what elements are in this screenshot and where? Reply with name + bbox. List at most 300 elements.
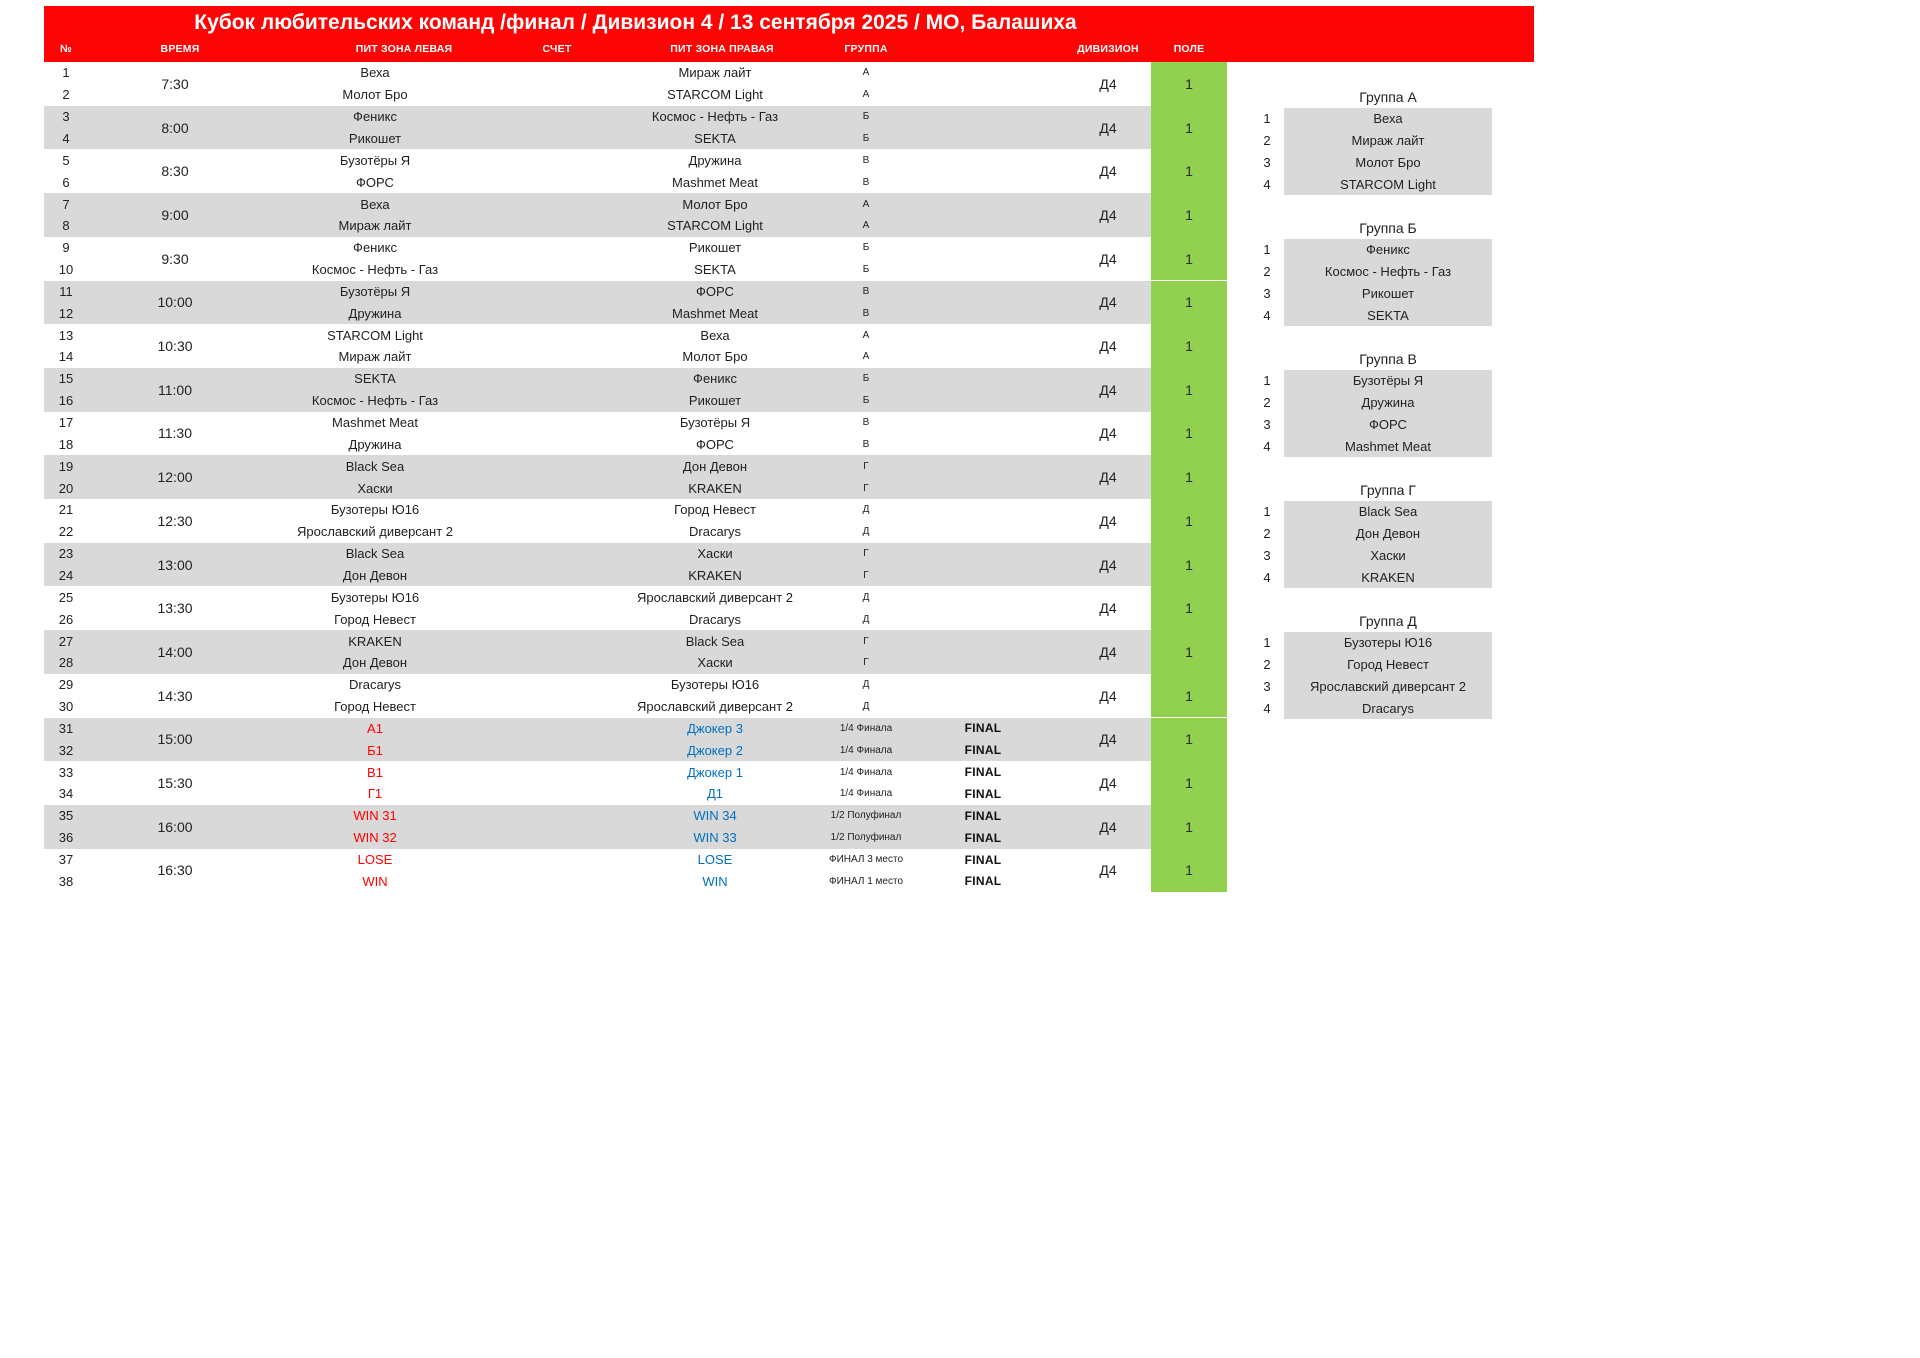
team-right: Хаски — [697, 655, 733, 671]
team-left: Молот Бро — [342, 87, 408, 103]
team-right: Молот Бро — [682, 196, 748, 212]
col-header-right: ПИТ ЗОНА ПРАВАЯ — [670, 43, 774, 55]
match-pair — [44, 761, 1227, 805]
group-or-stage-label: А — [862, 351, 870, 363]
team-left: В1 — [367, 764, 383, 780]
field-cell: 1 — [1151, 281, 1227, 325]
team-right: Хаски — [697, 546, 733, 562]
team-right: KRAKEN — [688, 480, 742, 496]
team-right: Ярославский диверсант 2 — [636, 699, 794, 715]
group-team: Ярославский диверсант 2 — [1309, 678, 1467, 694]
match-row — [44, 652, 1227, 674]
match-number: 2 — [62, 87, 70, 103]
table-header-bar — [44, 6, 1534, 62]
match-row — [44, 586, 1227, 608]
group-or-stage-label: Б — [862, 373, 870, 385]
division-value: Д4 — [1099, 338, 1117, 355]
division-value: Д4 — [1099, 294, 1117, 311]
group-title: Группа Д — [1359, 613, 1417, 629]
team-left: KRAKEN — [348, 633, 402, 649]
team-left: STARCOM Light — [327, 327, 423, 343]
field-cell: 1 — [1151, 368, 1227, 412]
group-team: Дон Девон — [1355, 526, 1421, 542]
group-team-number: 4 — [1263, 307, 1271, 323]
group-team-number: 4 — [1263, 438, 1271, 454]
match-number: 26 — [58, 611, 74, 627]
team-left: WIN 32 — [353, 830, 397, 846]
group-or-stage-label: В — [862, 154, 870, 166]
match-pair — [44, 718, 1227, 762]
group-or-stage-label: Б — [862, 111, 870, 123]
team-left: Бузотёры Я — [339, 152, 411, 168]
team-right: LOSE — [697, 852, 733, 868]
match-row — [44, 849, 1227, 871]
team-left: Бузотёры Я — [339, 283, 411, 299]
col-header-group: ГРУППА — [844, 43, 888, 55]
page-title: Кубок любительских команд /финал / Дивизион 4 / 13 сентября 2025 / МО, Балашиха — [194, 11, 1077, 34]
match-number: 24 — [58, 567, 74, 583]
match-number: 33 — [58, 764, 74, 780]
match-time: 10:30 — [157, 338, 193, 355]
group-or-stage-label: А — [862, 89, 870, 101]
team-left: Феникс — [353, 109, 397, 125]
team-left: Феникс — [353, 240, 397, 256]
group-or-stage-label: Г — [863, 482, 869, 494]
field-cell: 1 — [1151, 149, 1227, 193]
team-right: Бузотёры Я — [679, 415, 751, 431]
division-value: Д4 — [1099, 556, 1117, 573]
team-left: WIN 31 — [353, 808, 397, 824]
team-left: Мираж лайт — [338, 218, 412, 234]
field-cell: 1 — [1151, 106, 1227, 150]
field-cell: 1 — [1151, 455, 1227, 499]
final-label: FINAL — [964, 721, 1002, 736]
team-right: Джокер 2 — [687, 742, 743, 758]
team-right: Джокер 1 — [687, 764, 743, 780]
schedule-table — [44, 62, 1227, 893]
group-team-number: 4 — [1263, 700, 1271, 716]
match-row — [44, 128, 1227, 150]
match-number: 15 — [58, 371, 74, 387]
match-pair — [44, 543, 1227, 587]
match-row — [44, 324, 1227, 346]
division-value: Д4 — [1099, 600, 1117, 617]
team-right: Город Невест — [674, 502, 756, 518]
match-row — [44, 696, 1227, 718]
final-label: FINAL — [964, 743, 1002, 758]
field-cell: 1 — [1151, 412, 1227, 456]
match-number: 6 — [62, 174, 70, 190]
field-cell: 1 — [1151, 193, 1227, 237]
field-cell: 1 — [1151, 62, 1227, 106]
division-value: Д4 — [1099, 512, 1117, 529]
col-header-field: ПОЛЕ — [1173, 43, 1205, 55]
match-row — [44, 783, 1227, 805]
match-time: 8:30 — [161, 163, 189, 180]
group-team: Mashmet Meat — [1345, 438, 1431, 454]
team-left: Рикошет — [348, 130, 402, 146]
match-number: 35 — [58, 808, 74, 824]
group-team: Молот Бро — [1355, 154, 1421, 170]
group-table — [1284, 501, 1492, 588]
group-or-stage-label: 1/4 Финала — [839, 788, 893, 800]
group-or-stage-label: Д — [862, 504, 870, 516]
group-or-stage-label: Б — [862, 242, 870, 254]
team-right: Black Sea — [685, 633, 745, 649]
division-value: Д4 — [1099, 775, 1117, 792]
match-row — [44, 302, 1227, 324]
group-or-stage-label: 1/4 Финала — [839, 766, 893, 778]
team-left: Дружина — [348, 436, 402, 452]
group-or-stage-label: ФИНАЛ 1 место — [828, 875, 904, 887]
group-or-stage-label: Д — [862, 679, 870, 691]
match-row — [44, 433, 1227, 455]
group-team: STARCOM Light — [1340, 176, 1436, 192]
team-right: SEKTA — [694, 262, 736, 278]
match-number: 21 — [58, 502, 74, 518]
match-number: 9 — [62, 240, 70, 256]
match-number: 36 — [58, 830, 74, 846]
group-or-stage-label: 1/4 Финала — [839, 744, 893, 756]
match-pair — [44, 106, 1227, 150]
match-time: 14:30 — [157, 687, 193, 704]
group-team-number: 1 — [1263, 504, 1271, 520]
team-right: Космос - Нефть - Газ — [651, 109, 779, 125]
match-number: 37 — [58, 852, 74, 868]
field-cell: 1 — [1151, 543, 1227, 587]
match-time: 15:30 — [157, 775, 193, 792]
match-time: 11:00 — [158, 381, 192, 398]
match-row — [44, 193, 1227, 215]
group-team-number: 3 — [1263, 285, 1271, 301]
match-number: 31 — [58, 720, 74, 736]
team-right: Молот Бро — [682, 349, 748, 365]
match-number: 22 — [58, 524, 74, 540]
match-row — [44, 543, 1227, 565]
group-or-stage-label: Г — [863, 569, 869, 581]
group-team: Город Невест — [1347, 657, 1429, 673]
field-cell: 1 — [1151, 761, 1227, 805]
match-row — [44, 739, 1227, 761]
match-number: 8 — [62, 218, 70, 234]
division-value: Д4 — [1099, 75, 1117, 92]
team-right: Dracarys — [688, 524, 742, 540]
group-team-number: 2 — [1263, 133, 1271, 149]
match-number: 12 — [58, 305, 74, 321]
team-right: Рикошет — [688, 393, 742, 409]
team-right: SEKTA — [694, 130, 736, 146]
match-row — [44, 477, 1227, 499]
team-right: Ярославский диверсант 2 — [636, 589, 794, 605]
match-time: 14:00 — [157, 643, 193, 660]
match-number: 1 — [62, 65, 70, 81]
group-team-number: 3 — [1263, 678, 1271, 694]
group-team-number: 1 — [1263, 373, 1271, 389]
match-row — [44, 346, 1227, 368]
team-right: Феникс — [693, 371, 737, 387]
match-row — [44, 368, 1227, 390]
group-team: Дружина — [1361, 395, 1415, 411]
team-right: WIN 34 — [693, 808, 737, 824]
division-value: Д4 — [1099, 250, 1117, 267]
group-team-number: 3 — [1263, 547, 1271, 563]
group-table — [1284, 108, 1492, 195]
match-time: 7:30 — [161, 75, 189, 92]
group-or-stage-label: А — [862, 198, 870, 210]
team-right: Веха — [700, 327, 730, 343]
match-row — [44, 215, 1227, 237]
final-label: FINAL — [964, 874, 1002, 889]
group-or-stage-label: В — [862, 438, 870, 450]
group-or-stage-label: А — [862, 329, 870, 341]
team-left: Black Sea — [345, 458, 405, 474]
group-or-stage-label: 1/2 Полуфинал — [830, 810, 902, 822]
col-header-score: СЧЕТ — [542, 43, 572, 55]
match-row — [44, 281, 1227, 303]
group-team: Бузотеры Ю16 — [1343, 635, 1433, 651]
match-pair — [44, 586, 1227, 630]
team-left: Dracarys — [348, 677, 402, 693]
match-row — [44, 171, 1227, 193]
group-or-stage-label: Г — [863, 460, 869, 472]
match-row — [44, 521, 1227, 543]
group-or-stage-label: Д — [862, 613, 870, 625]
match-row — [44, 84, 1227, 106]
match-pair — [44, 674, 1227, 718]
group-table — [1284, 370, 1492, 457]
match-number: 13 — [58, 327, 74, 343]
match-time: 15:00 — [157, 731, 193, 748]
match-pair — [44, 281, 1227, 325]
group-or-stage-label: 1/2 Полуфинал — [830, 832, 902, 844]
division-value: Д4 — [1099, 818, 1117, 835]
match-row — [44, 499, 1227, 521]
final-label: FINAL — [964, 765, 1002, 780]
team-left: Black Sea — [345, 546, 405, 562]
team-left: Б1 — [367, 742, 383, 758]
team-right: Джокер 3 — [687, 720, 743, 736]
group-or-stage-label: Г — [863, 548, 869, 560]
match-number: 23 — [58, 546, 74, 562]
match-row — [44, 62, 1227, 84]
team-right: Рикошет — [688, 240, 742, 256]
match-number: 32 — [58, 742, 74, 758]
match-row — [44, 412, 1227, 434]
match-time: 16:30 — [157, 862, 193, 879]
col-header-division: ДИВИЗИОН — [1077, 43, 1139, 55]
match-time: 12:30 — [157, 512, 193, 529]
group-or-stage-label: Д — [862, 526, 870, 538]
team-right: Дон Девон — [682, 458, 748, 474]
match-number: 29 — [58, 677, 74, 693]
match-pair — [44, 412, 1227, 456]
group-team-number: 2 — [1263, 264, 1271, 280]
match-number: 4 — [62, 130, 70, 146]
group-team-number: 2 — [1263, 526, 1271, 542]
match-pair — [44, 630, 1227, 674]
group-or-stage-label: Г — [863, 657, 869, 669]
division-value: Д4 — [1099, 643, 1117, 660]
match-number: 7 — [62, 196, 70, 212]
match-number: 5 — [62, 152, 70, 168]
group-or-stage-label: А — [862, 220, 870, 232]
team-left: Ярославский диверсант 2 — [296, 524, 454, 540]
team-right: STARCOM Light — [667, 87, 763, 103]
group-or-stage-label: В — [862, 176, 870, 188]
field-cell: 1 — [1151, 237, 1227, 281]
division-value: Д4 — [1099, 381, 1117, 398]
group-team-number: 3 — [1263, 416, 1271, 432]
team-right: Бузотеры Ю16 — [670, 677, 760, 693]
group-team: Феникс — [1366, 242, 1410, 258]
match-time: 11:30 — [158, 425, 192, 442]
division-value: Д4 — [1099, 862, 1117, 879]
match-row — [44, 237, 1227, 259]
match-time: 9:30 — [161, 250, 189, 267]
group-team: Рикошет — [1361, 285, 1415, 301]
col-header-no: № — [60, 43, 72, 55]
group-team: Black Sea — [1358, 504, 1418, 520]
group-or-stage-label: В — [862, 285, 870, 297]
field-cell: 1 — [1151, 499, 1227, 543]
match-row — [44, 761, 1227, 783]
team-left: Хаски — [357, 480, 393, 496]
team-left: А1 — [367, 720, 383, 736]
field-cell: 1 — [1151, 805, 1227, 849]
match-number: 19 — [58, 458, 74, 474]
group-table — [1284, 239, 1492, 326]
team-left: Дружина — [348, 305, 402, 321]
match-pair — [44, 62, 1227, 106]
group-team: Хаски — [1370, 547, 1406, 563]
match-pair — [44, 849, 1227, 893]
match-number: 25 — [58, 589, 74, 605]
match-time: 13:00 — [157, 556, 193, 573]
group-title: Группа А — [1359, 89, 1417, 105]
final-label: FINAL — [964, 786, 1002, 801]
group-or-stage-label: ФИНАЛ 3 место — [828, 854, 904, 866]
match-time: 9:00 — [161, 206, 189, 223]
final-label: FINAL — [964, 808, 1002, 823]
group-team: Бузотёры Я — [1352, 373, 1424, 389]
match-number: 17 — [58, 415, 74, 431]
division-value: Д4 — [1099, 687, 1117, 704]
group-team: ФОРС — [1369, 416, 1407, 432]
team-right: Dracarys — [688, 611, 742, 627]
team-right: WIN — [702, 873, 728, 889]
team-right: Mashmet Meat — [672, 174, 758, 190]
team-left: SEKTA — [354, 371, 396, 387]
group-title: Группа Б — [1359, 220, 1417, 236]
col-header-left: ПИТ ЗОНА ЛЕВАЯ — [355, 43, 453, 55]
match-row — [44, 718, 1227, 740]
match-time: 10:00 — [157, 294, 193, 311]
team-left: Город Невест — [334, 699, 416, 715]
team-right: ФОРС — [696, 436, 734, 452]
team-right: Mashmet Meat — [672, 305, 758, 321]
field-cell: 1 — [1151, 674, 1227, 718]
match-time: 12:00 — [157, 469, 193, 486]
match-row — [44, 259, 1227, 281]
team-right: ФОРС — [696, 283, 734, 299]
group-table — [1284, 632, 1492, 719]
match-number: 28 — [58, 655, 74, 671]
match-number: 11 — [59, 283, 73, 299]
match-row — [44, 674, 1227, 696]
match-number: 18 — [58, 436, 74, 452]
group-team: Веха — [1373, 111, 1403, 127]
final-label: FINAL — [964, 830, 1002, 845]
division-value: Д4 — [1099, 206, 1117, 223]
group-or-stage-label: В — [862, 307, 870, 319]
group-or-stage-label: 1/4 Финала — [839, 722, 893, 734]
match-time: 8:00 — [161, 119, 189, 136]
match-pair — [44, 237, 1227, 281]
team-right: Мираж лайт — [678, 65, 752, 81]
group-or-stage-label: Г — [863, 635, 869, 647]
match-row — [44, 870, 1227, 892]
group-or-stage-label: А — [862, 67, 870, 79]
group-or-stage-label: Д — [862, 591, 870, 603]
group-title: Группа Г — [1360, 482, 1416, 498]
team-left: Бузотеры Ю16 — [330, 589, 420, 605]
group-team: SEKTA — [1367, 307, 1409, 323]
team-left: Mashmet Meat — [332, 415, 418, 431]
team-left: Дон Девон — [342, 655, 408, 671]
group-or-stage-label: Б — [862, 132, 870, 144]
group-team-number: 4 — [1263, 569, 1271, 585]
team-left: ФОРС — [356, 174, 394, 190]
team-left: Город Невест — [334, 611, 416, 627]
match-number: 14 — [58, 349, 74, 365]
match-pair — [44, 499, 1227, 543]
team-left: Дон Девон — [342, 567, 408, 583]
match-pair — [44, 324, 1227, 368]
match-pair — [44, 368, 1227, 412]
match-number: 20 — [58, 480, 74, 496]
team-left: LOSE — [357, 852, 393, 868]
group-team-number: 1 — [1263, 242, 1271, 258]
group-team-number: 2 — [1263, 657, 1271, 673]
match-pair — [44, 149, 1227, 193]
match-number: 30 — [58, 699, 74, 715]
group-or-stage-label: Б — [862, 395, 870, 407]
group-team: KRAKEN — [1361, 569, 1415, 585]
match-number: 3 — [62, 109, 70, 125]
division-value: Д4 — [1099, 425, 1117, 442]
group-team: Космос - Нефть - Газ — [1324, 264, 1452, 280]
division-value: Д4 — [1099, 119, 1117, 136]
group-team-number: 4 — [1263, 176, 1271, 192]
group-team-number: 3 — [1263, 154, 1271, 170]
division-value: Д4 — [1099, 469, 1117, 486]
field-cell: 1 — [1151, 718, 1227, 762]
match-number: 16 — [58, 393, 74, 409]
group-team-number: 2 — [1263, 395, 1271, 411]
group-or-stage-label: Д — [862, 701, 870, 713]
match-row — [44, 565, 1227, 587]
match-pair — [44, 805, 1227, 849]
col-header-time: ВРЕМЯ — [160, 43, 200, 55]
group-team-number: 1 — [1263, 635, 1271, 651]
team-right: STARCOM Light — [667, 218, 763, 234]
team-left: Г1 — [367, 786, 383, 802]
team-right: KRAKEN — [688, 567, 742, 583]
match-time: 16:00 — [157, 818, 193, 835]
match-pair — [44, 193, 1227, 237]
team-left: Мираж лайт — [338, 349, 412, 365]
match-number: 38 — [58, 873, 74, 889]
